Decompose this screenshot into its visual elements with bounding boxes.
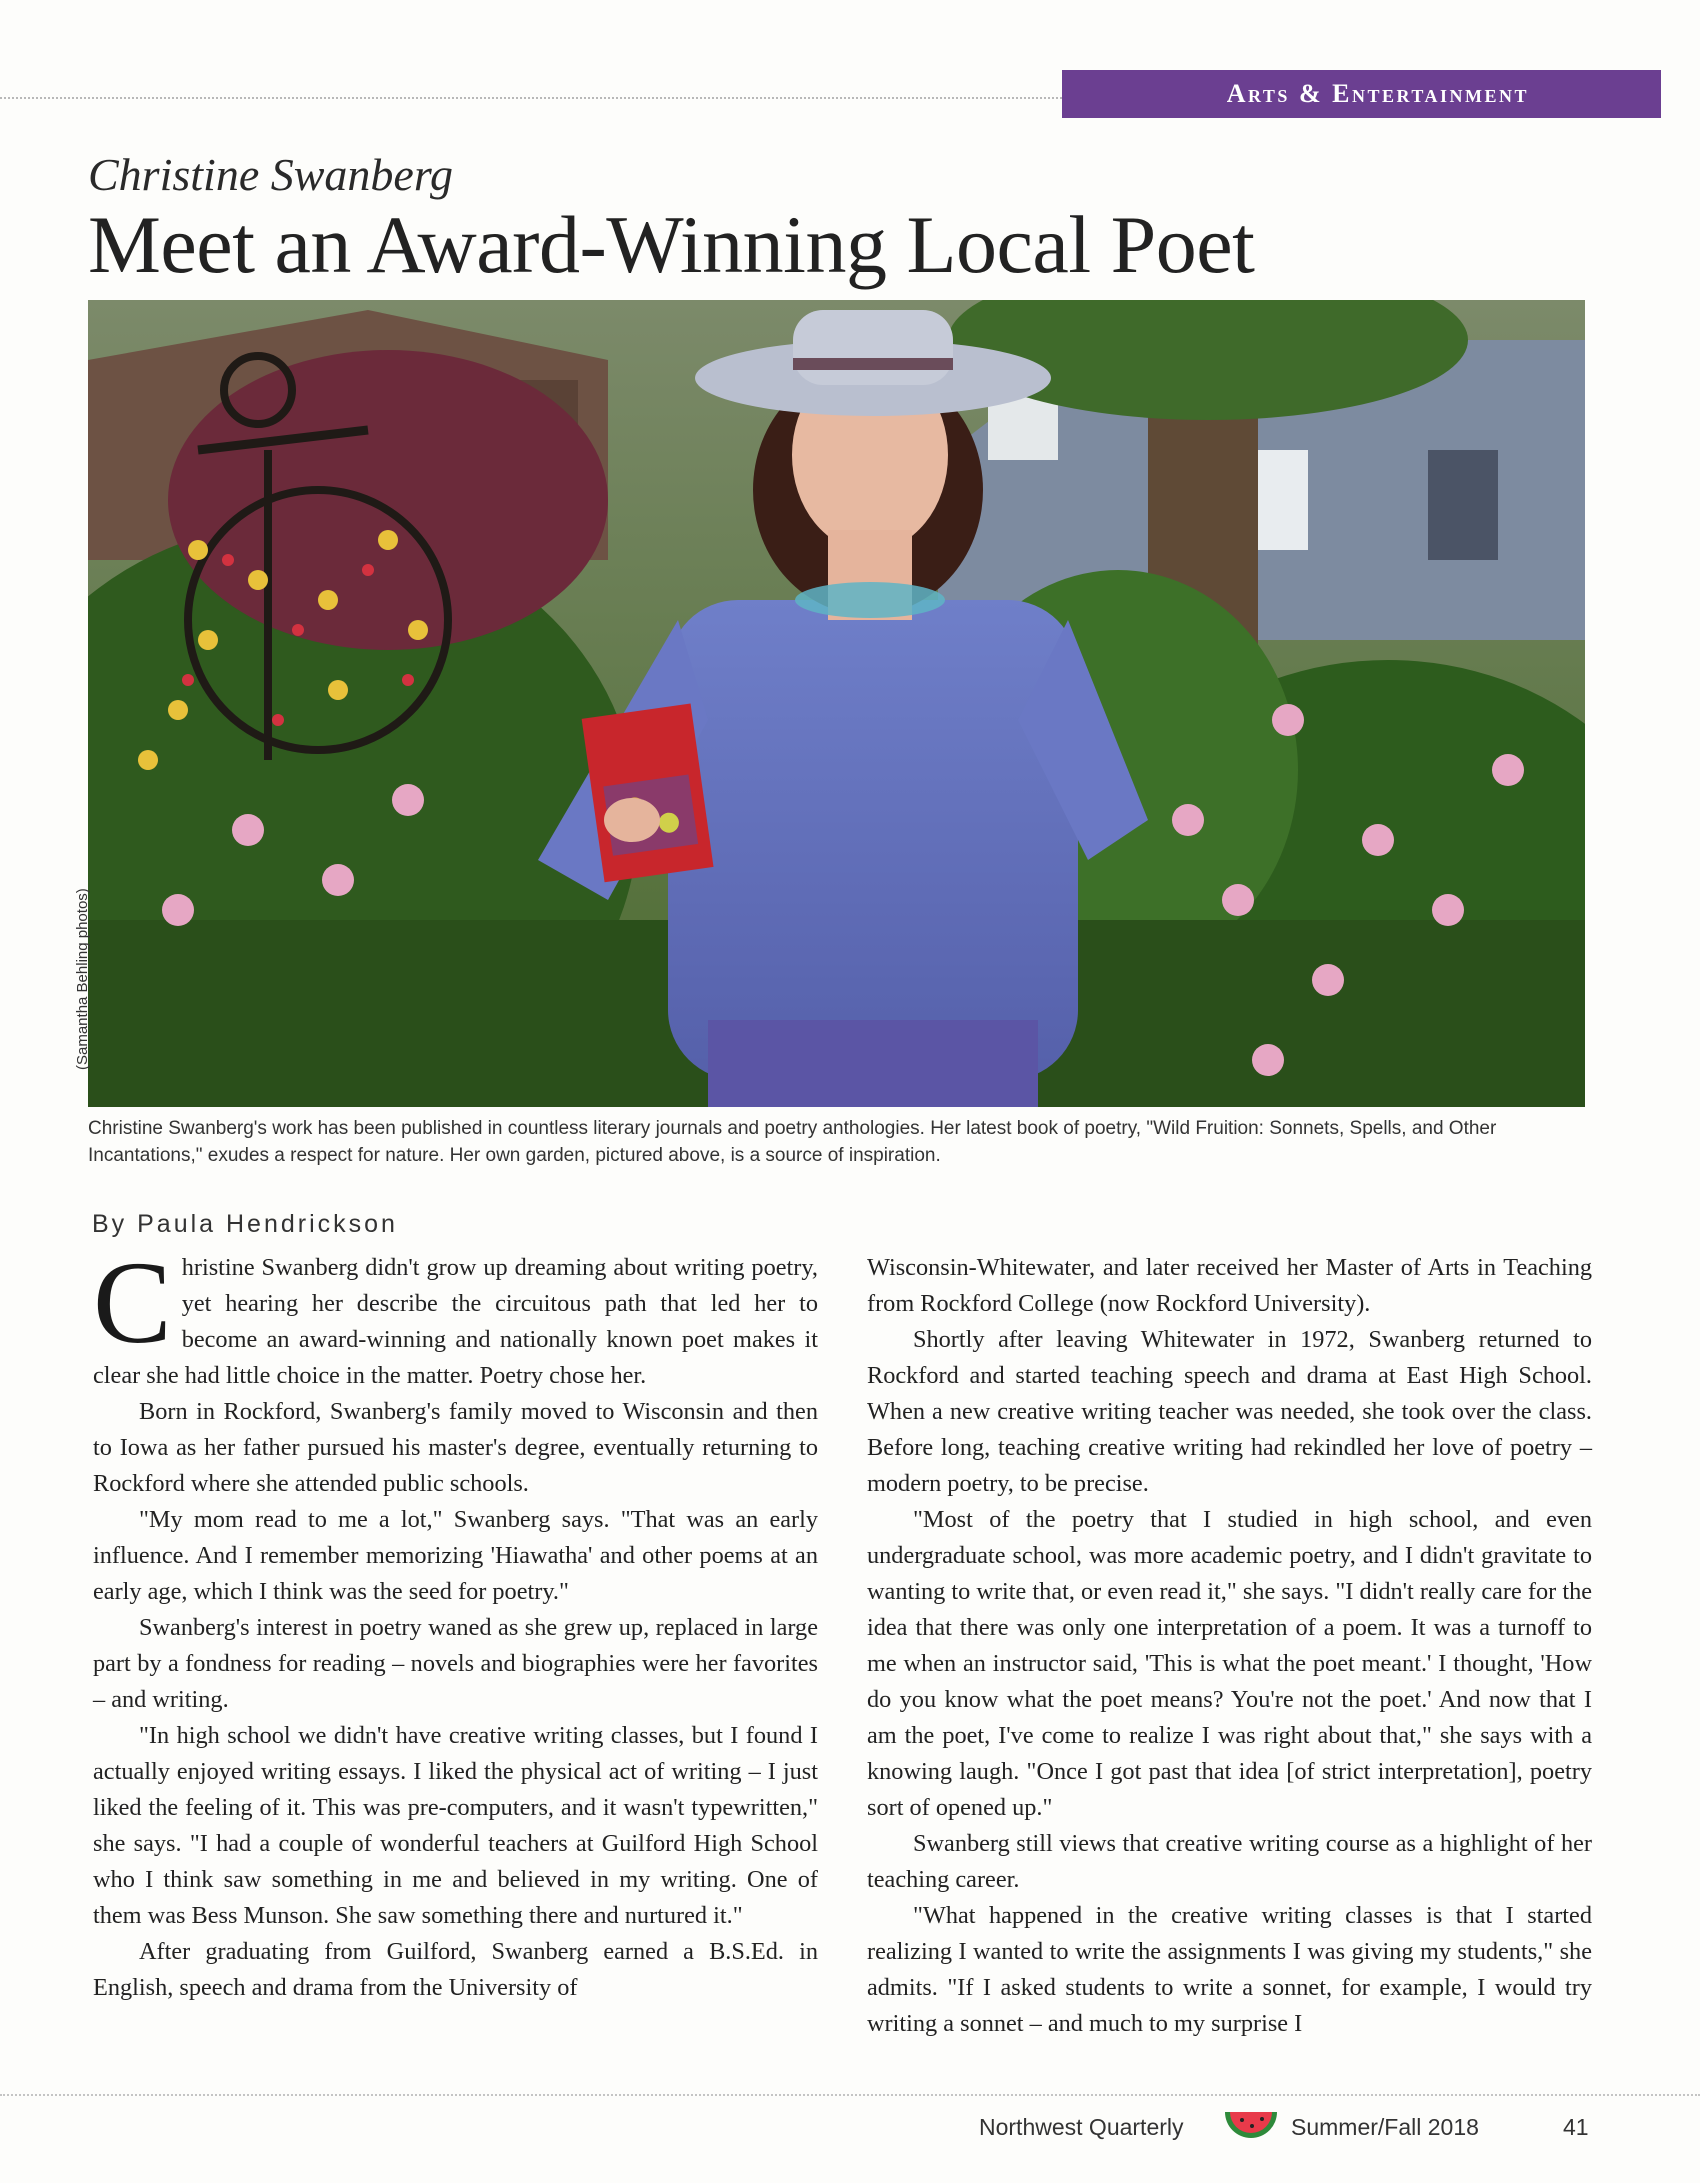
article-paragraph: Swanberg's interest in poetry waned as she grew up, replaced in large part by a fondness for reading – novels and biographies were her favorites – and writing. [93, 1614, 818, 1713]
section-banner [1062, 70, 1661, 118]
article-paragraph [93, 1237, 818, 1394]
article-paragraph: "In high school we didn't have creative writing classes, but I found I actually enjoyed writing essays. I liked the physical act of writing – I just liked the feeling of it. This was pre-computers, and it wasn't typewritten," she says. "I had a couple of wonderful teachers at Guilford High School who I think saw something in me and believed in my writing. One of them was Bess Munson. She saw something there and nurtured it." [93, 1722, 818, 1929]
article-paragraph: Wisconsin-Whitewater, and later received her Master of Arts in Teaching from Rockford College (now Rockford University). [867, 1254, 1592, 1317]
drop-cap: C [93, 1237, 172, 1368]
article-column-right [867, 1250, 1592, 2042]
byline: By Paula Hendrickson [92, 1210, 398, 1238]
article-paragraph: "What happened in the creative writing classes is that I started realizing I wanted to write the assignments I was giving my students," she admits. "If I asked students to write a sonnet, for example, I would try writing a sonnet – and much to my surprise I [867, 1902, 1592, 2037]
footer-magazine: Northwest Quarterly [979, 2114, 1184, 2140]
section-label: Arts & Entertainment [1226, 79, 1529, 108]
watermelon-icon [1222, 2106, 1280, 2146]
article-paragraph: After graduating from Guilford, Swanberg earned a B.S.Ed. in English, speech and drama from the University of [93, 1938, 818, 2001]
paragraph-text: hristine Swanberg didn't grow up dreaming about writing poetry, yet hearing her describe the circuitous path that led her to become an award-winning and nationally known poet makes it clear she had little choice in the matter. Poetry chose her. [93, 1254, 818, 1389]
footer-rule [0, 2094, 1700, 2096]
article-paragraph: Swanberg still views that creative writing course as a highlight of her teaching career. [867, 1830, 1592, 1893]
article-kicker: Christine Swanberg [88, 149, 454, 200]
article-paragraph: "Most of the poetry that I studied in high school, and even undergraduate school, was more academic poetry, and I didn't gravitate to wanting to write that, or even read it," she says. "I didn't really care for the idea that there was only one interpretation of a poem. It was a turnoff to me when an instructor said, 'This is what the poet meant.' I thought, 'How do you know what the poet means? You're not the poet.' And now that I am the poet, I've come to realize I was right about that," she says with a knowing laugh. "Once I got past that idea [of strict interpretation], poetry sort of opened up." [867, 1506, 1592, 1821]
article-paragraph: "My mom read to me a lot," Swanberg says. "That was an early influence. And I remember memorizing 'Hiawatha' and other poems at an early age, which I think was the seed for poetry." [93, 1506, 818, 1605]
article-headline: Meet an Award-Winning Local Poet [88, 199, 1255, 290]
footer-issue: Summer/Fall 2018 [1291, 2114, 1479, 2140]
article-column-left [93, 1237, 818, 2006]
article-paragraph: Shortly after leaving Whitewater in 1972, Swanberg returned to Rockford and started teaching speech and drama at East High School. When a new creative writing teacher was needed, she took over the class. Before long, teaching creative writing had rekindled her love of poetry – modern poetry, to be precise. [867, 1326, 1592, 1497]
header-rule [0, 97, 1062, 99]
photo-caption: Christine Swanberg's work has been published in countless literary journals and poetry anthologies. Her latest book of poetry, "Wild Fruition: Sonnets, Spells, and Other Incantations," exudes a respect for nature. Her own garden, pictured above, is a source of inspiration. [88, 1118, 1497, 1166]
photo-credit: (Samantha Behling photos) [74, 888, 91, 1070]
article-paragraph: Born in Rockford, Swanberg's family moved to Wisconsin and then to Iowa as her father pursued his master's degree, eventually returning to Rockford where she attended public schools. [93, 1398, 818, 1497]
page-number: 41 [1563, 2114, 1589, 2140]
article-photo [88, 300, 1585, 1107]
